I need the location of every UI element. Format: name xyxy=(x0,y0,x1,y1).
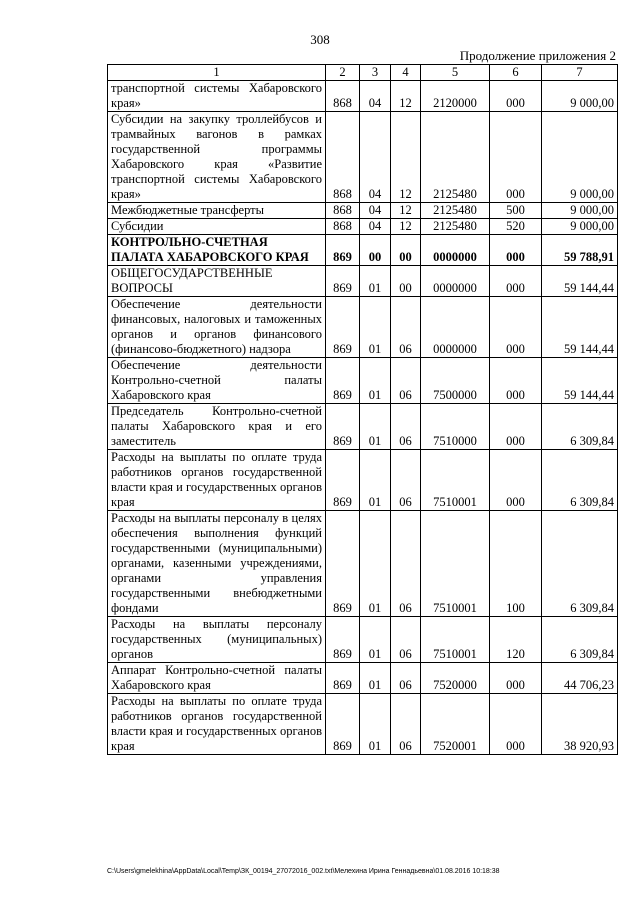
table-body xyxy=(108,81,618,755)
table-row xyxy=(108,358,618,404)
row-target-item: 2125480 xyxy=(421,203,490,219)
row-section: 04 xyxy=(360,112,391,203)
row-subsection: 06 xyxy=(391,450,421,511)
file-path-footer: C:\Users\gmelekhina\AppData\Local\Temp\ЗК_00194_27072016_002.txt\Мелехина Ирина Геннадьевна\01.08.2016 10:18:38 xyxy=(107,868,500,875)
row-subsection: 12 xyxy=(391,112,421,203)
row-name: Обеспечение деятельности Контрольно-счетной палаты Хабаровского края xyxy=(108,358,326,404)
row-section: 01 xyxy=(360,297,391,358)
row-admin-code: 868 xyxy=(326,81,360,112)
table-row xyxy=(108,511,618,617)
row-name: Расходы на выплаты персоналу государственных (муниципальных) органов xyxy=(108,617,326,663)
row-name: транспортной системы Хабаровского края» xyxy=(108,81,326,112)
table-header-row xyxy=(108,65,618,81)
row-target-item: 7510001 xyxy=(421,617,490,663)
row-expense-type: 000 xyxy=(490,81,542,112)
table-row xyxy=(108,81,618,112)
row-subsection: 12 xyxy=(391,81,421,112)
row-target-item: 7510000 xyxy=(421,404,490,450)
table-row xyxy=(108,450,618,511)
budget-table xyxy=(107,64,618,755)
row-admin-code: 869 xyxy=(326,404,360,450)
row-amount: 59 144,44 xyxy=(542,358,618,404)
row-section: 01 xyxy=(360,450,391,511)
row-subsection: 06 xyxy=(391,404,421,450)
row-admin-code: 869 xyxy=(326,266,360,297)
row-section: 01 xyxy=(360,404,391,450)
row-section: 01 xyxy=(360,617,391,663)
row-amount: 38 920,93 xyxy=(542,694,618,755)
row-subsection: 00 xyxy=(391,235,421,266)
table-row xyxy=(108,112,618,203)
column-header: 1 xyxy=(108,65,326,81)
row-amount: 6 309,84 xyxy=(542,404,618,450)
row-section: 01 xyxy=(360,266,391,297)
row-expense-type: 120 xyxy=(490,617,542,663)
table-row xyxy=(108,235,618,266)
row-expense-type: 000 xyxy=(490,404,542,450)
row-expense-type: 000 xyxy=(490,112,542,203)
row-section: 04 xyxy=(360,219,391,235)
row-name: Председатель Контрольно-счетной палаты Хабаровского края и его заместитель xyxy=(108,404,326,450)
row-amount: 44 706,23 xyxy=(542,663,618,694)
row-section: 01 xyxy=(360,358,391,404)
row-section: 00 xyxy=(360,235,391,266)
row-admin-code: 869 xyxy=(326,297,360,358)
row-subsection: 00 xyxy=(391,266,421,297)
row-section: 01 xyxy=(360,663,391,694)
table-row xyxy=(108,203,618,219)
row-admin-code: 869 xyxy=(326,450,360,511)
column-header: 3 xyxy=(360,65,391,81)
row-name: КОНТРОЛЬНО-СЧЕТНАЯ ПАЛАТА ХАБАРОВСКОГО КРАЯ xyxy=(108,235,326,266)
row-name: Расходы на выплаты по оплате труда работников органов государственной власти края и государственных органов края xyxy=(108,450,326,511)
row-target-item: 0000000 xyxy=(421,235,490,266)
row-admin-code: 869 xyxy=(326,694,360,755)
row-target-item: 0000000 xyxy=(421,297,490,358)
continuation-caption: Продолжение приложения 2 xyxy=(459,48,616,63)
row-admin-code: 869 xyxy=(326,358,360,404)
row-subsection: 06 xyxy=(391,511,421,617)
row-target-item: 2120000 xyxy=(421,81,490,112)
row-expense-type: 000 xyxy=(490,266,542,297)
table-row xyxy=(108,404,618,450)
row-subsection: 06 xyxy=(391,617,421,663)
row-target-item: 7510001 xyxy=(421,511,490,617)
row-target-item: 7500000 xyxy=(421,358,490,404)
row-target-item: 7520001 xyxy=(421,694,490,755)
row-expense-type: 000 xyxy=(490,235,542,266)
row-name: Обеспечение деятельности финансовых, налоговых и таможенных органов и органов финансового (финансово-бюджетного) надзора xyxy=(108,297,326,358)
table-row xyxy=(108,617,618,663)
row-subsection: 06 xyxy=(391,297,421,358)
row-amount: 59 144,44 xyxy=(542,266,618,297)
table-row xyxy=(108,663,618,694)
row-target-item: 2125480 xyxy=(421,112,490,203)
row-target-item: 0000000 xyxy=(421,266,490,297)
table-row xyxy=(108,266,618,297)
table-row xyxy=(108,219,618,235)
row-admin-code: 868 xyxy=(326,203,360,219)
row-name: Расходы на выплаты по оплате труда работников органов государственной власти края и государственных органов края xyxy=(108,694,326,755)
row-subsection: 12 xyxy=(391,203,421,219)
row-amount: 9 000,00 xyxy=(542,203,618,219)
row-amount: 6 309,84 xyxy=(542,450,618,511)
row-subsection: 06 xyxy=(391,694,421,755)
row-subsection: 06 xyxy=(391,663,421,694)
table-row xyxy=(108,694,618,755)
row-expense-type: 000 xyxy=(490,297,542,358)
row-name: Расходы на выплаты персоналу в целях обеспечения выполнения функций государственными (муниципальными) органами, казенными учреждениями, органами управления государственными внебюджетными фондами xyxy=(108,511,326,617)
row-target-item: 2125480 xyxy=(421,219,490,235)
row-expense-type: 000 xyxy=(490,358,542,404)
row-amount: 6 309,84 xyxy=(542,617,618,663)
row-expense-type: 500 xyxy=(490,203,542,219)
row-admin-code: 869 xyxy=(326,663,360,694)
row-name: Субсидии на закупку троллейбусов и трамвайных вагонов в рамках государственной программы Хабаровского края «Развитие транспортной системы Хабаровского края» xyxy=(108,112,326,203)
row-admin-code: 868 xyxy=(326,112,360,203)
row-name: Субсидии xyxy=(108,219,326,235)
table-row xyxy=(108,297,618,358)
row-expense-type: 000 xyxy=(490,450,542,511)
row-amount: 6 309,84 xyxy=(542,511,618,617)
row-amount: 9 000,00 xyxy=(542,219,618,235)
row-name: Аппарат Контрольно-счетной палаты Хабаровского края xyxy=(108,663,326,694)
row-expense-type: 000 xyxy=(490,694,542,755)
row-subsection: 06 xyxy=(391,358,421,404)
row-name: ОБЩЕГОСУДАРСТВЕННЫЕ ВОПРОСЫ xyxy=(108,266,326,297)
row-amount: 59 788,91 xyxy=(542,235,618,266)
column-header: 7 xyxy=(542,65,618,81)
row-amount: 59 144,44 xyxy=(542,297,618,358)
row-target-item: 7520000 xyxy=(421,663,490,694)
row-admin-code: 869 xyxy=(326,617,360,663)
column-header: 5 xyxy=(421,65,490,81)
column-header: 2 xyxy=(326,65,360,81)
row-section: 01 xyxy=(360,694,391,755)
row-admin-code: 869 xyxy=(326,235,360,266)
row-expense-type: 100 xyxy=(490,511,542,617)
row-section: 04 xyxy=(360,81,391,112)
row-section: 04 xyxy=(360,203,391,219)
row-admin-code: 868 xyxy=(326,219,360,235)
row-expense-type: 000 xyxy=(490,663,542,694)
row-name: Межбюджетные трансферты xyxy=(108,203,326,219)
row-amount: 9 000,00 xyxy=(542,81,618,112)
row-amount: 9 000,00 xyxy=(542,112,618,203)
row-subsection: 12 xyxy=(391,219,421,235)
column-header: 6 xyxy=(490,65,542,81)
row-target-item: 7510001 xyxy=(421,450,490,511)
column-header: 4 xyxy=(391,65,421,81)
row-admin-code: 869 xyxy=(326,511,360,617)
row-expense-type: 520 xyxy=(490,219,542,235)
page-number: 308 xyxy=(310,32,330,47)
row-section: 01 xyxy=(360,511,391,617)
